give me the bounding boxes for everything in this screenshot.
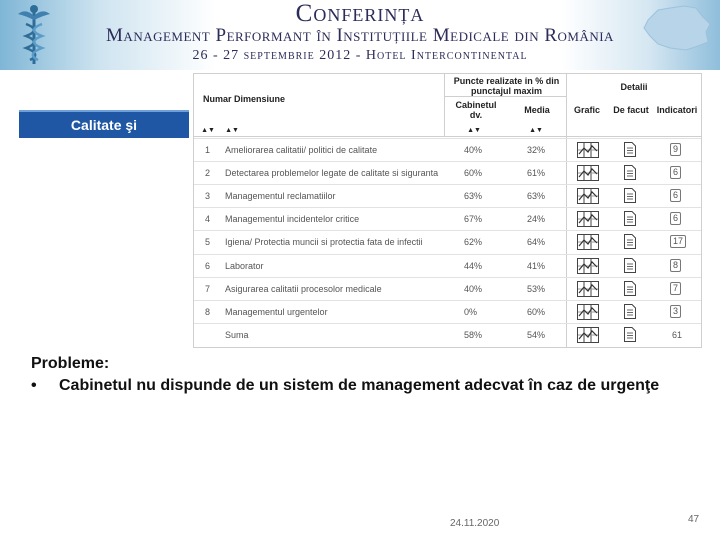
indicator-count[interactable]: 6 bbox=[670, 189, 681, 202]
problems-heading: Probleme: bbox=[31, 355, 110, 372]
row-cabinet-value: 44% bbox=[464, 260, 483, 271]
document-icon[interactable] bbox=[624, 211, 636, 226]
document-icon[interactable] bbox=[624, 142, 636, 157]
banner-title: Conferința bbox=[295, 0, 425, 27]
row-number: 2 bbox=[205, 168, 211, 179]
row-dimension: Detectarea problemelor legate de calitate si siguranta bbox=[225, 168, 439, 179]
header-de-facut: De facut bbox=[613, 105, 649, 115]
chart-icon[interactable] bbox=[577, 327, 599, 343]
row-dimension: Managementul reclamatiilor bbox=[225, 191, 336, 202]
row-number: 3 bbox=[205, 191, 211, 202]
header-rule bbox=[444, 96, 566, 97]
row-number: 6 bbox=[205, 260, 211, 271]
indicator-count[interactable]: 8 bbox=[670, 259, 681, 272]
table-sum-row bbox=[194, 323, 701, 347]
indicator-count[interactable]: 9 bbox=[670, 143, 681, 156]
row-number: 7 bbox=[205, 283, 211, 294]
table-row bbox=[194, 300, 701, 324]
document-icon[interactable] bbox=[624, 234, 636, 249]
header-detalii: Detalii bbox=[620, 82, 648, 92]
header-cabinetul: Cabinetul dv. bbox=[455, 100, 497, 120]
indicator-count: 61 bbox=[672, 329, 683, 340]
row-dimension: Suma bbox=[225, 329, 249, 340]
chart-icon[interactable] bbox=[577, 234, 599, 250]
row-number: 4 bbox=[205, 214, 211, 225]
header-indicatori: Indicatori bbox=[656, 105, 698, 115]
row-cabinet-value: 63% bbox=[464, 191, 483, 202]
row-media-value: 63% bbox=[527, 191, 546, 202]
row-dimension: Ameliorarea calitatii/ politici de calitate bbox=[225, 145, 378, 155]
row-number: 1 bbox=[205, 145, 211, 155]
row-dimension: Managementul urgentelor bbox=[225, 306, 328, 317]
row-cabinet-value: 40% bbox=[464, 145, 483, 155]
row-cabinet-value: 0% bbox=[464, 306, 478, 317]
table-row bbox=[194, 161, 701, 185]
banner-subtitle: Management Performant în Instituțiile Medicale din România bbox=[106, 25, 614, 46]
table-row bbox=[194, 277, 701, 301]
chart-icon[interactable] bbox=[577, 258, 599, 274]
row-number: 8 bbox=[205, 306, 211, 317]
conference-banner bbox=[0, 0, 720, 70]
problem-text: Cabinetul nu dispunde de un sistem de management adecvat în caz de urgenţe bbox=[59, 377, 660, 394]
row-cabinet-value: 67% bbox=[464, 214, 483, 225]
row-media-value: 54% bbox=[527, 329, 546, 340]
header-numar-dimensiune: Numar Dimensiune bbox=[202, 94, 286, 104]
row-dimension: Asigurarea calitatii procesolor medicale bbox=[225, 283, 382, 294]
document-icon[interactable] bbox=[624, 327, 636, 342]
row-media-value: 41% bbox=[527, 260, 546, 271]
row-media-value: 24% bbox=[527, 214, 546, 225]
section-tab-calitate[interactable]: Calitate şi bbox=[19, 110, 189, 138]
sort-arrows-nr[interactable]: ▲▼ bbox=[201, 127, 215, 134]
document-icon[interactable] bbox=[624, 258, 636, 273]
chart-icon[interactable] bbox=[577, 165, 599, 181]
header-rule bbox=[444, 74, 445, 136]
sort-arrows-dimensiune[interactable]: ▲▼ bbox=[225, 127, 239, 134]
banner-dates: 26 - 27 septembrie 2012 - Hotel Intercontinental bbox=[192, 48, 528, 63]
table-row bbox=[194, 184, 701, 208]
row-dimension: Managementul incidentelor critice bbox=[225, 214, 360, 225]
footer-date: 24.11.2020 bbox=[450, 518, 500, 529]
header-puncte-realizate: Puncte realizate in % din punctajul maxim bbox=[453, 76, 560, 96]
indicator-count[interactable]: 3 bbox=[670, 305, 681, 318]
sort-arrows-media[interactable]: ▲▼ bbox=[529, 127, 543, 134]
header-rule bbox=[194, 136, 701, 137]
table-row bbox=[194, 138, 701, 162]
row-cabinet-value: 40% bbox=[464, 283, 483, 294]
document-icon[interactable] bbox=[624, 188, 636, 203]
row-media-value: 32% bbox=[527, 145, 546, 155]
document-icon[interactable] bbox=[624, 281, 636, 296]
chart-icon[interactable] bbox=[577, 304, 599, 320]
table-row bbox=[194, 230, 701, 254]
page-number: 47 bbox=[688, 514, 700, 525]
table-row bbox=[194, 207, 701, 231]
indicator-count[interactable]: 6 bbox=[670, 212, 681, 225]
row-media-value: 61% bbox=[527, 168, 546, 179]
row-media-value: 64% bbox=[527, 237, 546, 248]
row-cabinet-value: 60% bbox=[464, 168, 483, 179]
chart-icon[interactable] bbox=[577, 188, 599, 204]
indicator-count[interactable]: 6 bbox=[670, 166, 681, 179]
chart-icon[interactable] bbox=[577, 281, 599, 297]
row-cabinet-value: 62% bbox=[464, 237, 483, 248]
document-icon[interactable] bbox=[624, 165, 636, 180]
row-dimension: Igiena/ Protectia muncii si protectia fata de infectii bbox=[225, 237, 423, 248]
header-grafic: Grafic bbox=[573, 105, 600, 115]
chart-icon[interactable] bbox=[577, 142, 599, 158]
row-number: 5 bbox=[205, 237, 211, 248]
row-dimension: Laborator bbox=[225, 260, 264, 271]
chart-icon[interactable] bbox=[577, 211, 599, 227]
row-media-value: 60% bbox=[527, 306, 546, 317]
document-icon[interactable] bbox=[624, 304, 636, 319]
row-media-value: 53% bbox=[527, 283, 546, 294]
quality-dimensions-table bbox=[193, 73, 702, 348]
sort-arrows-cabinetul[interactable]: ▲▼ bbox=[467, 127, 481, 134]
table-row bbox=[194, 254, 701, 278]
indicator-count[interactable]: 17 bbox=[670, 235, 686, 248]
bullet-marker: • bbox=[31, 377, 37, 394]
indicator-count[interactable]: 7 bbox=[670, 282, 681, 295]
header-media: Media bbox=[524, 105, 550, 115]
row-cabinet-value: 58% bbox=[464, 329, 483, 340]
